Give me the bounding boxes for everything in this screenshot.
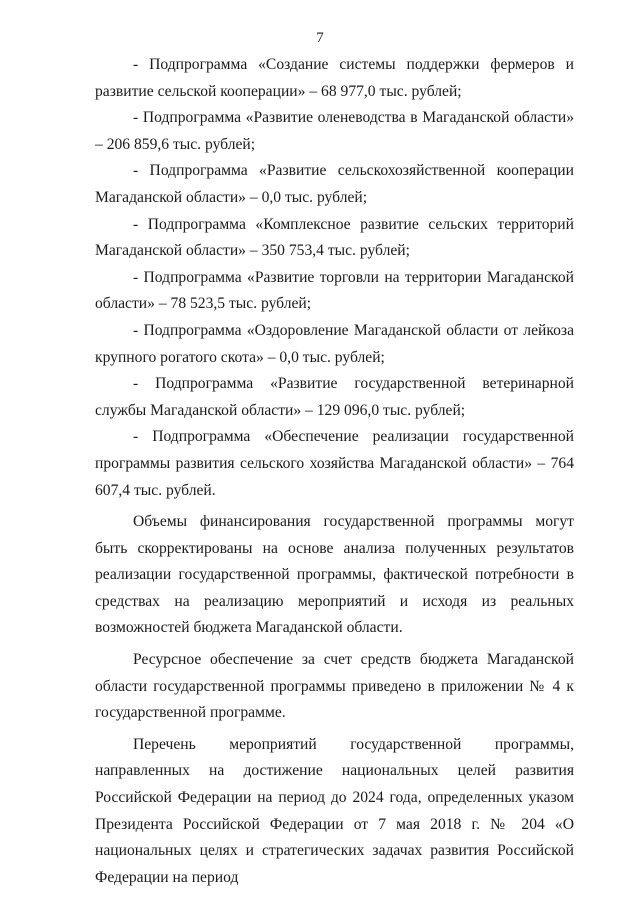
subprogram-leukemia-recovery: - Подпрограмма «Оздоровление Магаданской области от лейкоза крупного рогатого скота» – 0,0 тыс. рублей; [95, 321, 574, 366]
resource-provision-paragraph: Ресурсное обеспечение за счет средств бюджета Магаданской области государственной программы приведено в приложении № 4 к государственной программе. [95, 651, 574, 722]
financing-adjustment-paragraph: Объемы финансирования государственной программы могут быть скорректированы на основе анализа полученных результатов реализации государственной программы, фактической потребности в средствах на реализацию мероприятий и исходя из реальных возможностей бюджета Магаданской области. [95, 513, 574, 637]
subprogram-reindeer-herding: - Подпрограмма «Развитие оленеводства в Магаданской области» – 206 859,6 тыс. рублей; [95, 109, 574, 153]
subprogram-farmers-support: - Подпрограмма «Создание системы поддержки фермеров и развитие сельской кооперации» – 68 977,0 тыс. рублей; [95, 56, 574, 100]
page-number: 7 [316, 30, 324, 46]
national-goals-paragraph: Перечень мероприятий государственной программы, направленных на достижение национальных целей развития Российской Федерации на период до 2024 года, определенных указом Президента Российской Федерации от 7 мая 2018 г. № 204 «О национальных целях и стратегических задачах развития Российской Федерации на период [95, 735, 574, 886]
subprogram-trade-development: - Подпрограмма «Развитие торговли на территории Магаданской области» – 78 523,5 тыс. рублей; [95, 268, 574, 313]
subprogram-program-implementation: - Подпрограмма «Обеспечение реализации государственной программы развития сельского хозяйства Магаданской области» – 764 607,4 тыс. рублей. [95, 428, 574, 499]
subprogram-rural-territories: - Подпрограмма «Комплексное развитие сельских территорий Магаданской области» – 350 753,4 тыс. рублей; [95, 215, 574, 260]
subprogram-veterinary-service: - Подпрограмма «Развитие государственной ветеринарной службы Магаданской области» – 129 096,0 тыс. рублей; [95, 375, 574, 419]
subprogram-agricultural-cooperation: - Подпрограмма «Развитие сельскохозяйственной кооперации Магаданской области» – 0,0 тыс. рублей; [95, 162, 574, 206]
document-body [95, 52, 574, 891]
